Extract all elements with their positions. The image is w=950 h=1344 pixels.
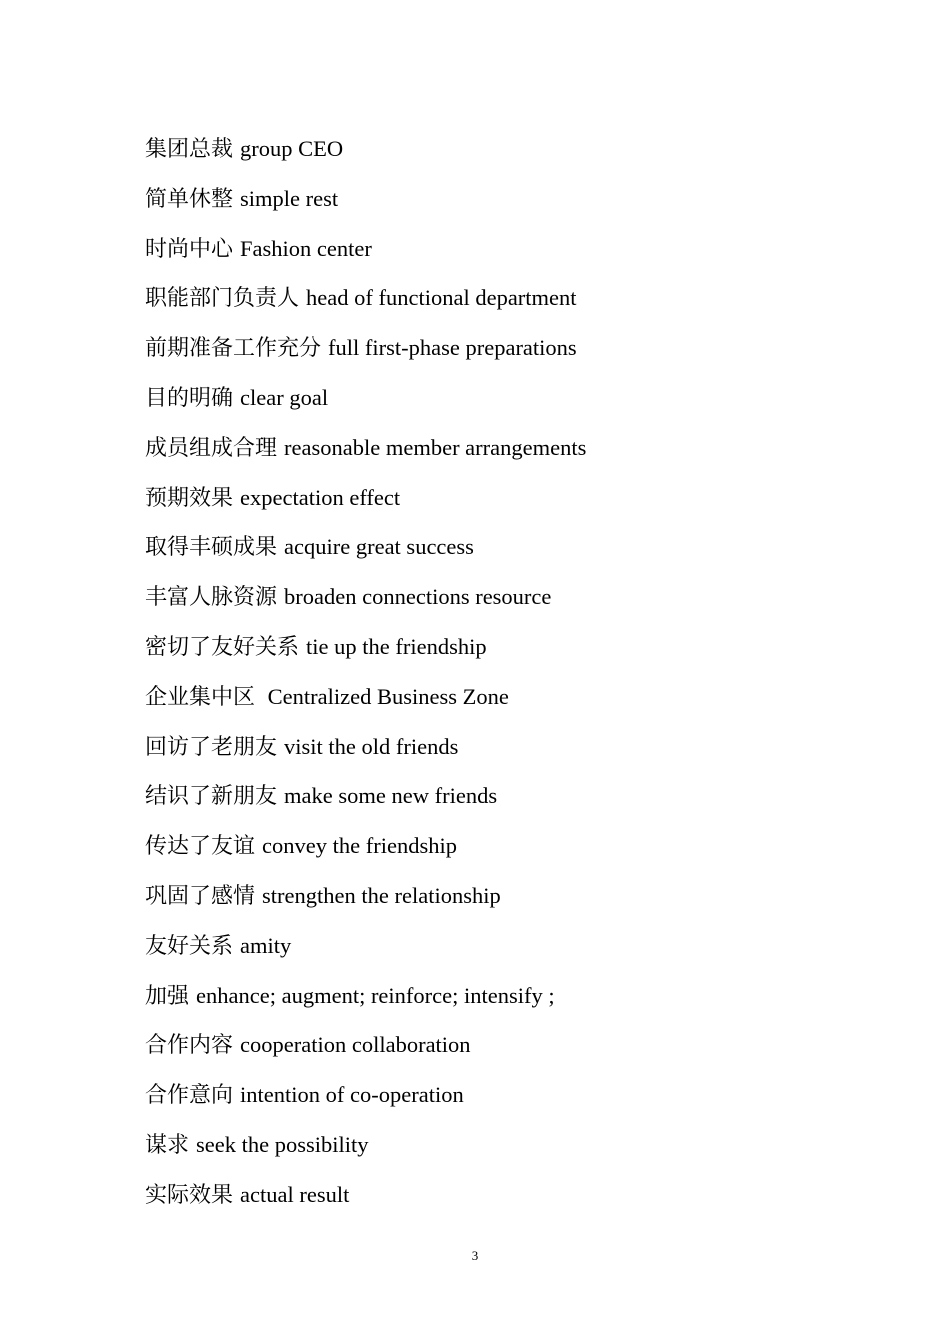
english-term: expectation effect: [240, 484, 401, 510]
english-term: seek the possibility: [196, 1131, 369, 1157]
chinese-term: 密切了友好关系: [145, 634, 300, 660]
english-term: group CEO: [240, 136, 344, 161]
list-item: [145, 879, 845, 929]
chinese-term: 传达了友谊: [145, 834, 256, 860]
english-term: tie up the friendship: [306, 633, 487, 659]
list-item: [145, 779, 845, 829]
english-term: strengthen the relationship: [262, 882, 501, 908]
list-item: [145, 232, 845, 282]
english-term: reasonable member arrangements: [284, 434, 587, 460]
list-item: [145, 1128, 845, 1178]
english-term: visit the old friends: [284, 733, 459, 759]
list-item: [145, 331, 845, 381]
list-item: [145, 979, 845, 1029]
chinese-term: 取得丰硕成果: [145, 535, 278, 561]
list-item: [145, 680, 845, 730]
chinese-term: 前期准备工作充分: [145, 336, 322, 362]
english-term: cooperation collaboration: [240, 1032, 471, 1058]
list-item: [145, 1028, 845, 1078]
english-term: simple rest: [240, 185, 339, 211]
english-term: clear goal: [240, 384, 329, 410]
english-term: intention of co-operation: [240, 1082, 464, 1108]
english-term: amity: [240, 932, 292, 958]
list-item: [145, 1178, 845, 1228]
list-item: [145, 630, 845, 680]
list-item: [145, 530, 845, 580]
chinese-term: 结识了新朋友: [145, 784, 278, 810]
chinese-term: 巩固了感情: [145, 883, 256, 909]
english-term: broaden connections resource: [284, 584, 552, 610]
english-term: Fashion center: [240, 235, 372, 261]
english-term: Centralized Business Zone: [262, 683, 509, 709]
chinese-term: 回访了老朋友: [145, 734, 278, 760]
list-item: [145, 431, 845, 481]
chinese-term: 时尚中心: [145, 236, 234, 262]
english-term: head of functional department: [306, 285, 577, 311]
list-item: [145, 929, 845, 979]
list-item: [145, 381, 845, 431]
english-term: full first-phase preparations: [328, 335, 577, 361]
list-item: [145, 182, 845, 232]
glossary-list: [145, 132, 845, 1228]
chinese-term: 简单休整: [145, 186, 234, 212]
chinese-term: 谋求: [145, 1132, 190, 1158]
chinese-term: 成员组成合理: [145, 435, 278, 461]
chinese-term: 实际效果: [145, 1182, 234, 1208]
list-item: [145, 829, 845, 879]
chinese-term: 预期效果: [145, 485, 234, 511]
list-item: [145, 580, 845, 630]
chinese-term: 丰富人脉资源: [145, 585, 278, 611]
list-item: [145, 730, 845, 780]
english-term: acquire great success: [284, 534, 474, 560]
chinese-term: 友好关系: [145, 933, 234, 959]
chinese-term: 合作内容: [145, 1033, 234, 1059]
english-term: make some new friends: [284, 783, 498, 809]
chinese-term: 企业集中区: [145, 684, 256, 710]
english-term: actual result: [240, 1181, 350, 1207]
chinese-term: 集团总裁: [145, 137, 234, 162]
english-term: convey the friendship: [262, 833, 457, 859]
english-term: enhance; augment; reinforce; intensify ;: [196, 982, 555, 1008]
chinese-term: 目的明确: [145, 385, 234, 411]
chinese-term: 合作意向: [145, 1083, 234, 1109]
list-item: [145, 132, 845, 182]
page-number: 3: [471, 1248, 479, 1263]
list-item: [145, 1078, 845, 1128]
list-item: [145, 281, 845, 331]
chinese-term: 职能部门负责人: [145, 286, 300, 312]
list-item: [145, 481, 845, 531]
chinese-term: 加强: [145, 983, 190, 1009]
